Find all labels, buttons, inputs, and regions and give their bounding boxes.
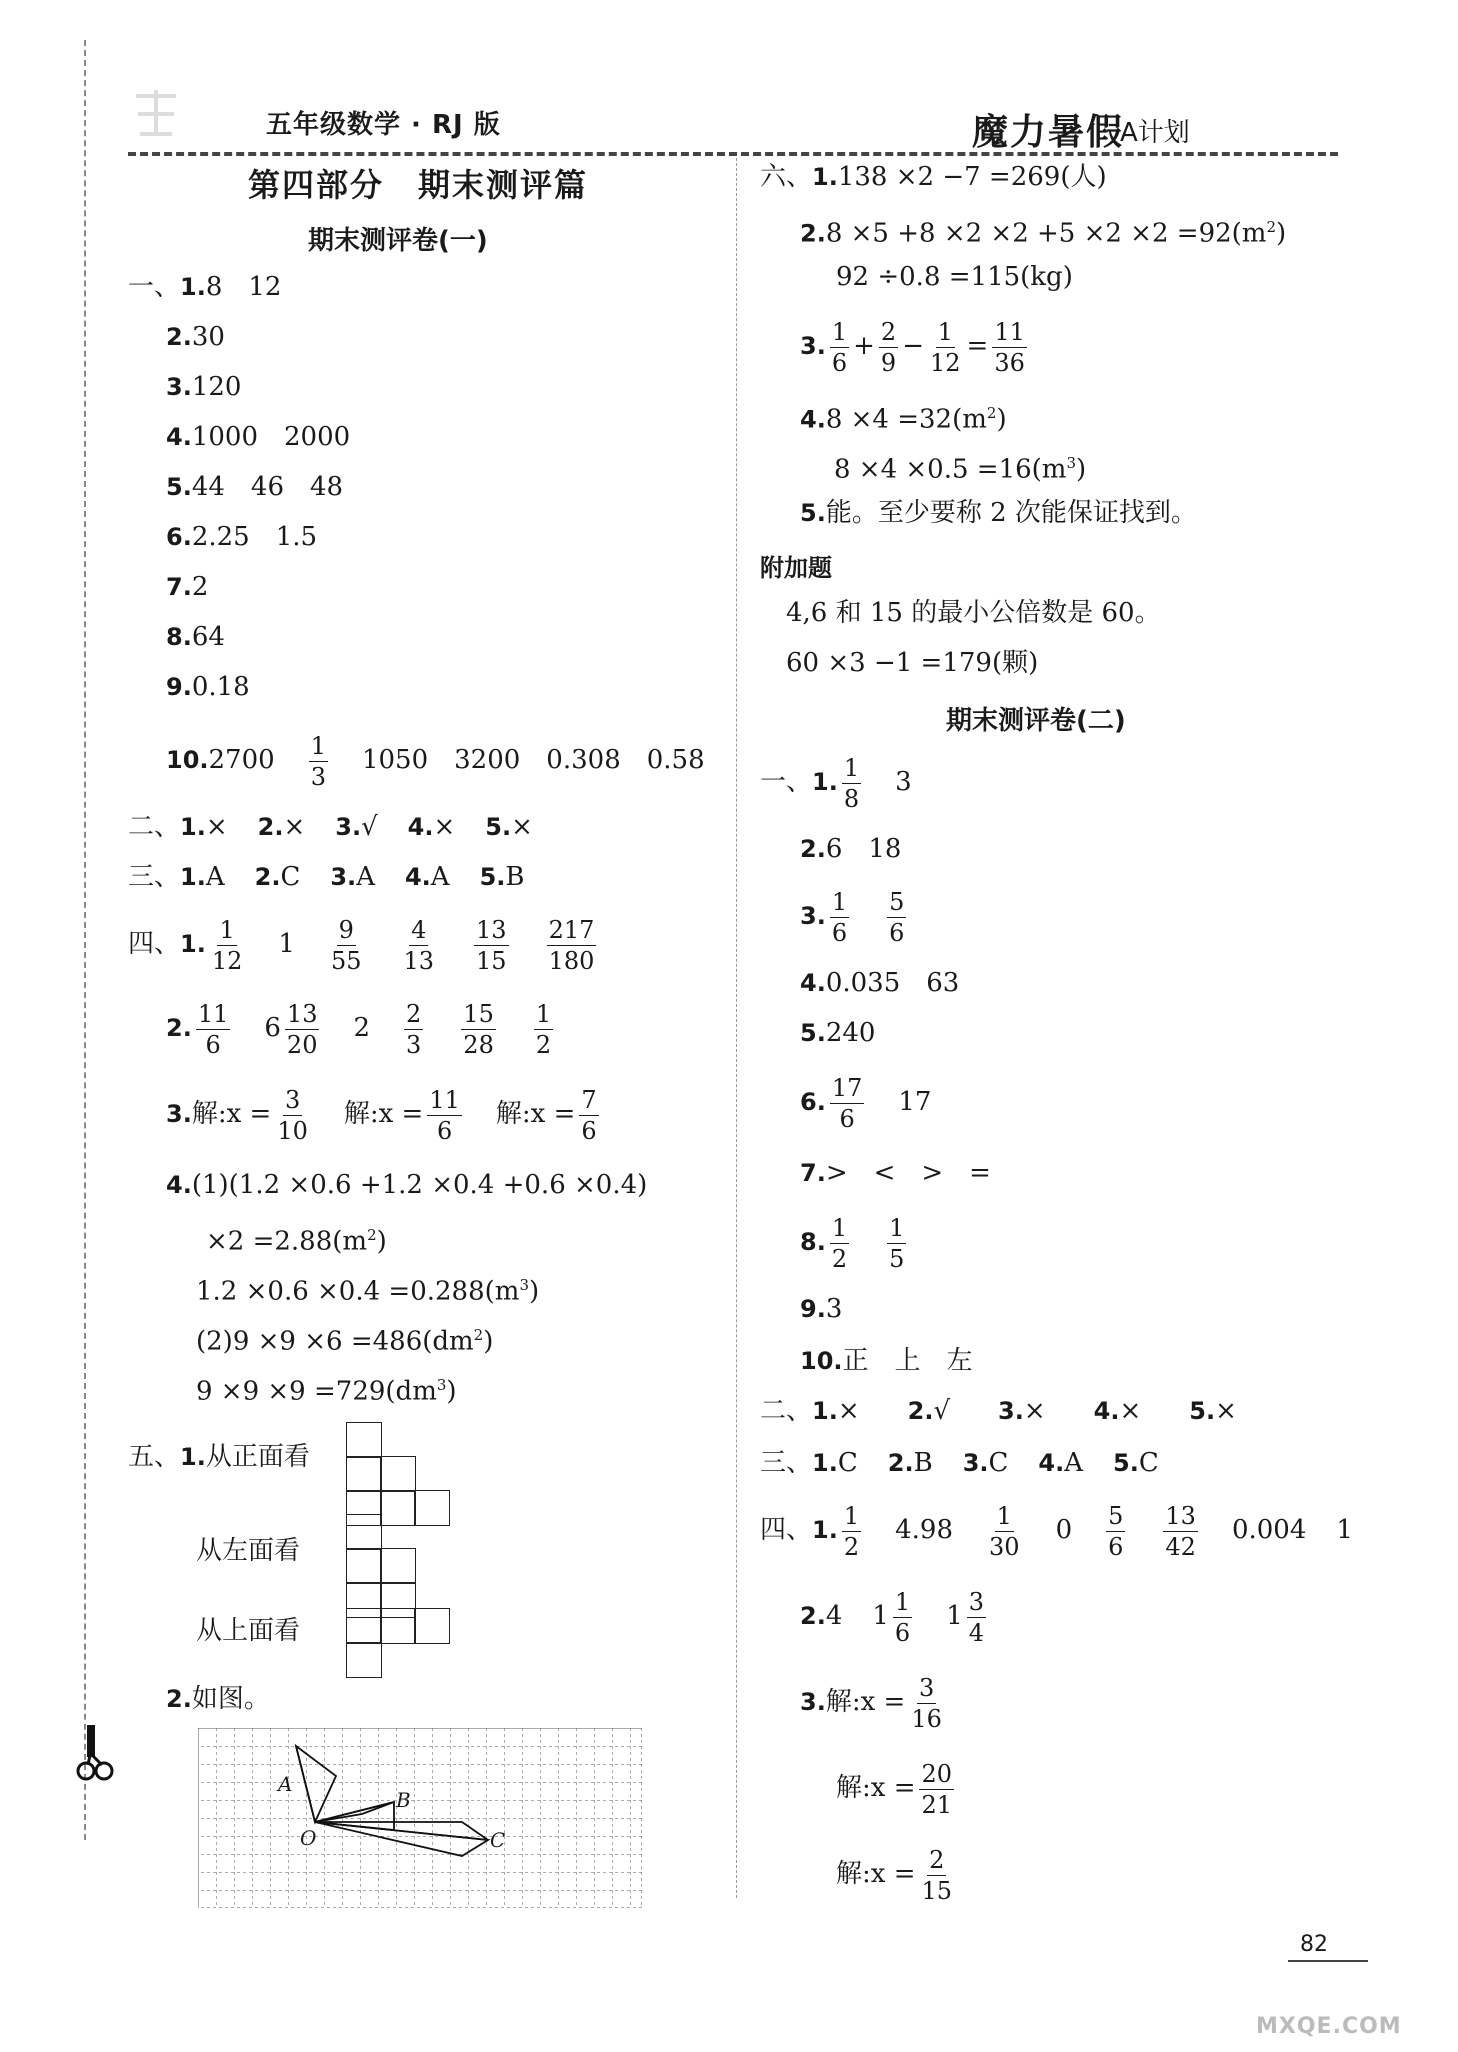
column-divider: [736, 158, 737, 1898]
paper1-part4-q3: 3.解:x = $\frac{3}{10}$ 解:x = $\frac{11}{6}$ 解:x = $\frac{7}{6}$: [166, 1085, 597, 1145]
extra-line-2: 60 ×3 −1 =179(颗): [786, 648, 1039, 678]
scissors-icon: [76, 1725, 116, 1785]
point-label-o: O: [300, 1826, 317, 1850]
paper1-part4-q1: 四、1. $\frac{1}{12}$ 1 $\frac{9}{55}$ $\frac{4}{13}$ $\frac{13}{15}$ $\frac{217}{180}$: [128, 915, 595, 975]
page-number: 82: [1300, 1932, 1328, 1957]
header-brand: 魔力暑假: [972, 112, 1125, 153]
header-left-title: 五年级数学 · RJ 版: [266, 110, 501, 140]
section-title: 第四部分 期末测评篇: [248, 166, 589, 204]
extra-title: 附加题: [760, 554, 832, 582]
paper1-part4-q2: 2. $\frac{11}{6}$ 6 $\frac{13}{20}$ 2 $\frac{2}{3}$ $\frac{15}{28}$ $\frac{1}{2}$: [166, 999, 552, 1059]
paper1-title: 期末测评卷(一): [308, 226, 488, 256]
header-decoration-left: [126, 86, 186, 142]
paper2-part4-q2: 2.4 1 $\frac{1}{6}$ 1 $\frac{3}{4}$: [800, 1587, 985, 1647]
paper2-part2: 二、1.× 2.√ 3.× 4.× 5.×: [760, 1396, 1237, 1426]
paper1-part3: 三、1.A 2.C 3.A 4.A 5.B: [128, 862, 525, 892]
paper2-part4-q1: 四、1. $\frac{1}{2}$ 4.98 $\frac{1}{30}$ 0 $\frac{5}{6}$ $\frac{13}{42}$ 0.004 1: [760, 1501, 1353, 1561]
watermark: MXQE.COM: [1256, 2014, 1402, 2039]
paper1-part2: 二、1.× 2.× 3.√ 4.× 5.×: [128, 812, 533, 842]
footer-rule: [1288, 1960, 1368, 1962]
top-view-label: 从上面看: [196, 1616, 301, 1646]
point-label-a: A: [278, 1772, 293, 1796]
paper2-part3: 三、1.C 2.B 3.C 4.A 5.C: [760, 1448, 1159, 1478]
cut-line: [84, 40, 86, 1840]
rotation-figure: [198, 1728, 642, 1908]
point-label-c: C: [490, 1828, 506, 1852]
point-label-b: B: [396, 1788, 411, 1812]
fraction: $\frac{1}{3}$: [310, 731, 326, 791]
paper2-title: 期末测评卷(二): [946, 706, 1126, 736]
extra-line-1: 4,6 和 15 的最小公倍数是 60。: [786, 598, 1161, 628]
paper1-part5-q2: 2.如图。: [166, 1684, 270, 1714]
header-rule: [128, 152, 1338, 156]
header-brand-sub: A计划: [1120, 118, 1190, 148]
paper1-part5-q1: 五、1.从正面看: [128, 1442, 310, 1472]
left-view-label: 从左面看: [196, 1536, 301, 1566]
